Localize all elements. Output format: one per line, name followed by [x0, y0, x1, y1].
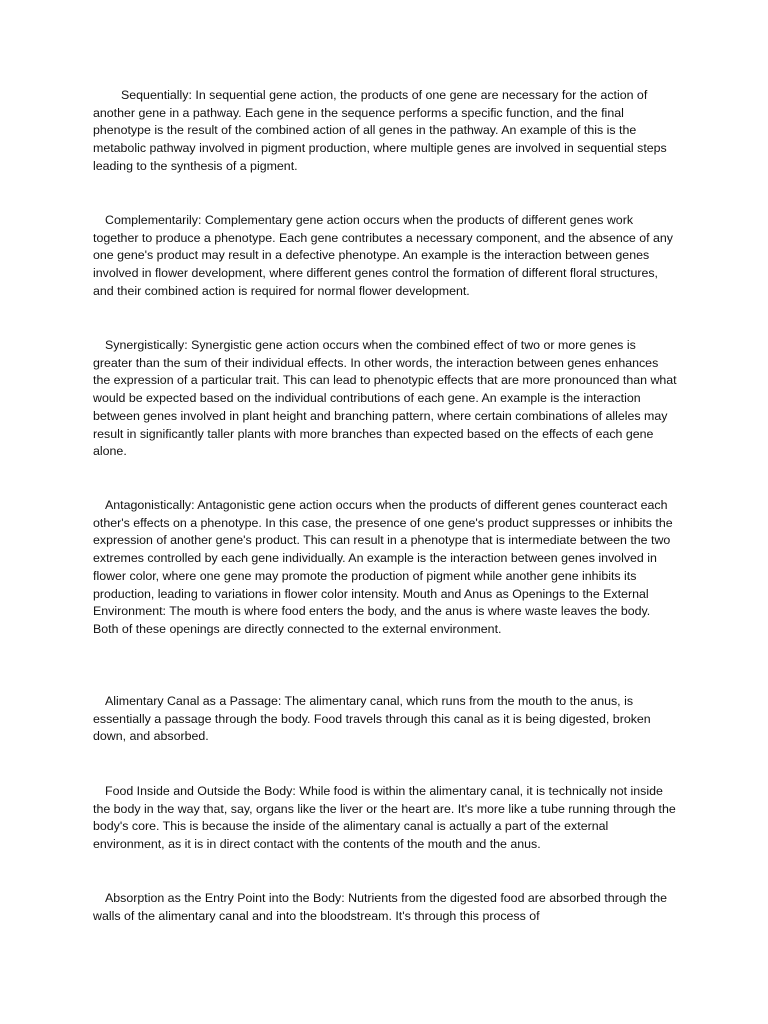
paragraph-alimentary-canal: Alimentary Canal as a Passage: The alimentary canal, which runs from the mouth to the anus, is essentially a passage through the body. Food travels through this canal as it is being digested, broken down, and absorbed.: [93, 694, 651, 744]
paragraph-complementary: Complementarily: Complementary gene action occurs when the products of different genes work together to produce a phenotype. Each gene contributes a necessary component, and the absence of any one gene's product may result in a defective phenotype. An example is the interaction between genes involved in flower development, where different genes control the formation of different floral structures, and their combined action is required for normal flower development.: [93, 213, 674, 298]
paragraph-absorption: Absorption as the Entry Point into the Body: Nutrients from the digested food are absorbed through the walls of the alimentary canal and into the bloodstream. It's through this process of: [93, 891, 668, 923]
paragraph-antagonistic: Antagonistically: Antagonistic gene action occurs when the products of different genes counteract each other's effects on a phenotype. In this case, the presence of one gene's product suppresses or inhibits the expression of another gene's product. This can result in a phenotype that is intermediate between the two extremes controlled by each gene individually. An example is the interaction between genes involved in flower color, where one gene may promote the production of pigment while another gene inhibits its production, leading to variations in flower color intensity. Mouth and Anus as Openings to the External Environment: The mouth is where food enters the body, and the anus is where waste leaves the body. Both of these openings are directly connected to the external environment.: [93, 498, 673, 636]
paragraph-food-inside-outside: Food Inside and Outside the Body: While food is within the alimentary canal, it is technically not inside the body in the way that, say, organs like the liver or the heart are. It's more like a tube running through the body's core. This is because the inside of the alimentary canal is actually a part of the external environment, as it is in direct contact with the contents of the mouth and the anus.: [93, 784, 676, 852]
paragraph-synergistic: Synergistically: Synergistic gene action occurs when the combined effect of two or more genes is greater than the sum of their individual effects. In other words, the interaction between genes enhances the expression of a particular trait. This can lead to phenotypic effects that are more pronounced than what would be expected based on the individual contributions of each gene. An example is the interaction between genes involved in plant height and branching pattern, where certain combinations of alleles may result in significantly taller plants with more branches than expected based on the effects of each gene alone.: [93, 338, 677, 459]
paragraph-sequential: Sequentially: In sequential gene action, the products of one gene are necessary for the action of another gene in a pathway. Each gene in the sequence performs a specific function, and the final phenotype is the result of the combined action of all genes in the pathway. An example of this is the metabolic pathway involved in pigment production, where multiple genes are involved in sequential steps leading to the synthesis of a pigment.: [93, 88, 667, 173]
